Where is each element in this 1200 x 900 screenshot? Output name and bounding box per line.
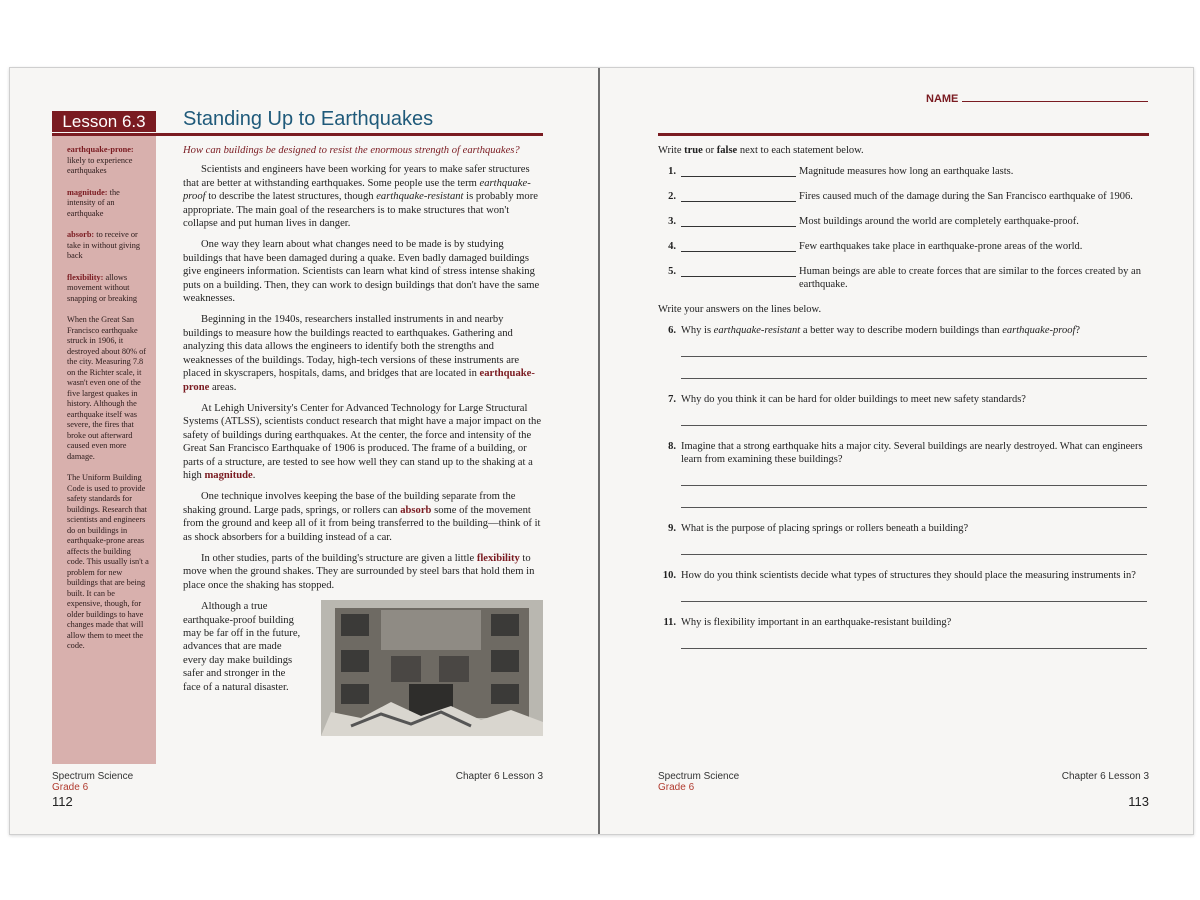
grade-label: Grade 6 — [52, 782, 89, 793]
true-false-item: 2. Fires caused much of the damage during the San Francisco earthquake of 1906. — [668, 191, 1133, 202]
paragraph: At Lehigh University's Center for Advanced Technology for Large Structural Systems (ATLSS), scientists conduct research that might have a major impact on the safety of buildings during earthquakes. At the center, the force and intensity of the Great San Francisco Earthquake of 1906 is produced. The frame of a building, or parts of a structure, are tested to see how well they can stand up to the shaking at a high magnitude. — [183, 402, 542, 481]
vocab-entry: magnitude: the intensity of an earthquake — [67, 187, 120, 218]
answer-line[interactable] — [681, 470, 1147, 486]
page-number: 112 — [52, 794, 73, 809]
vocabulary-sidebar — [52, 136, 156, 764]
true-false-item: 4. Few earthquakes take place in earthquake-prone areas of the world. — [668, 241, 1083, 252]
name-blank[interactable] — [962, 92, 1148, 102]
answer-line[interactable] — [681, 410, 1147, 426]
sidebar-fact: When the Great San Francisco earthquake struck in 1906, it destroyed about 80% of the city. Measuring 7.8 on the Richter scale, it wasn't even one of the five largest quakes in history. Although the earthquake itself was severe, the fires that broke out afterward caused even more damage. — [67, 315, 147, 461]
vocab-entry: earthquake-prone: likely to experience earthquakes — [67, 145, 134, 175]
paragraph: Although a true earthquake-proof building may be far off in the future, advances that are made every day make buildings safer and stronger in the face of a natural disaster. — [183, 601, 301, 693]
answer-blank[interactable] — [681, 215, 796, 227]
vocab-entry: absorb: to receive or take in without giving back — [67, 230, 141, 260]
name-field[interactable] — [926, 92, 1148, 105]
answer-line[interactable] — [681, 539, 1147, 555]
worksheet — [658, 144, 1149, 655]
true-false-item: 1. Magnitude measures how long an earthquake lasts. — [668, 166, 1014, 177]
paragraph: Scientists and engineers have been working for years to make safer structures that are better at withstanding earthquakes. Some people use the term earthquake-proof to describe the latest structures, though earthquake-resistant is probably more appropriate. The main goal of the researchers is to make structures that won't collapse and put human lives in danger. — [183, 164, 538, 230]
right-page — [600, 68, 1193, 834]
question-7: 7. Why do you think it can be hard for older buildings to meet new safety standards? — [668, 394, 1026, 405]
paragraph: One way they learn about what changes need to be made is by studying buildings that have been damaged during a quake. Even badly damaged buildings give engineers information. Scientists can learn what kind of stress intense shaking puts on a building. Then, they can work to design buildings that don't have the same weaknesses. — [183, 239, 540, 305]
paragraph: In other studies, parts of the building's structure are given a little flexibility to move when the ground shakes. They are surrounded by steel bars that hold them in place once the shaking has stopped. — [183, 552, 535, 591]
answer-line[interactable] — [681, 633, 1147, 649]
answer-line[interactable] — [681, 363, 1147, 379]
workbook-spread — [9, 67, 1194, 835]
answer-blank[interactable] — [681, 190, 796, 202]
answer-line[interactable] — [681, 492, 1147, 508]
series-name: Spectrum Science — [658, 771, 740, 782]
answer-blank[interactable] — [681, 265, 796, 277]
left-page — [10, 68, 598, 834]
answer-line[interactable] — [681, 341, 1147, 357]
answer-line[interactable] — [681, 586, 1147, 602]
instructions: Write true or false next to each statement below. — [658, 145, 864, 156]
intro-question: How can buildings be designed to resist the enormous strength of earthquakes? — [183, 145, 520, 156]
instructions: Write your answers on the lines below. — [658, 304, 822, 315]
question-8: 8. Imagine that a strong earthquake hits a major city. Several buildings are nearly destroyed. What can engineers learn from examining these buildings? — [668, 441, 1143, 465]
answer-blank[interactable] — [681, 165, 796, 177]
article-body — [183, 144, 543, 740]
sidebar-fact: The Uniform Building Code is used to provide safety standards for buildings. Research that scientists and engineers do on buildings in earthquake-prone areas affects the building code. This usually isn't a problem for new buildings that are being built. It can be expensive, though, for older buildings to have changes made that will allow them to meet the code. — [67, 473, 149, 650]
answer-blank[interactable] — [681, 240, 796, 252]
question-10: 10. How do you think scientists decide what types of structures they should place the measuring instruments in? — [662, 570, 1136, 581]
true-false-item: 5. Human beings are able to create forces that are similar to the forces created by an earthquake. — [668, 266, 1141, 290]
chapter-label: Chapter 6 Lesson 3 — [1061, 771, 1149, 782]
page-title: Standing Up to Earthquakes — [183, 108, 434, 130]
chapter-label: Chapter 6 Lesson 3 — [455, 771, 543, 782]
closing-section — [183, 600, 543, 740]
header-rule — [658, 133, 1149, 136]
paragraph: Beginning in the 1940s, researchers installed instruments in and nearby buildings to measure how the buildings reacted to earthquakes. Gathering and analyzing this data allows the engineers to identify both the strengths and weaknesses of the buildings. Today, high-tech versions of these instruments are placed in skyscrapers, hospitals, dams, and bridges that are located in earthquake-prone areas. — [183, 314, 535, 393]
damaged-building-photo — [321, 600, 543, 736]
question-9: 9. What is the purpose of placing springs or rollers beneath a building? — [668, 523, 969, 534]
vocab-entry: flexibility: allows movement without snapping or breaking — [67, 272, 138, 303]
true-false-item: 3. Most buildings around the world are completely earthquake-proof. — [668, 216, 1079, 227]
left-footer — [52, 771, 543, 809]
lesson-badge: Lesson 6.3 — [52, 111, 156, 132]
name-label: NAME — [926, 93, 959, 105]
question-6: 6. Why is earthquake-resistant a better way to describe modern buildings than earthquake-proof? — [668, 325, 1081, 336]
series-name: Spectrum Science — [52, 771, 134, 782]
paragraph: One technique involves keeping the base of the building separate from the shaking ground. Large pads, springs, or rollers can absorb some of the movement from the ground and keep all of it from being transferred to the building—think of it as shock absorbers for a building instead of a car. — [183, 491, 541, 543]
page-number: 113 — [1128, 794, 1149, 809]
question-11: 11. Why is flexibility important in an earthquake-resistant building? — [663, 617, 952, 628]
grade-label: Grade 6 — [658, 782, 695, 793]
right-footer — [658, 771, 1149, 809]
